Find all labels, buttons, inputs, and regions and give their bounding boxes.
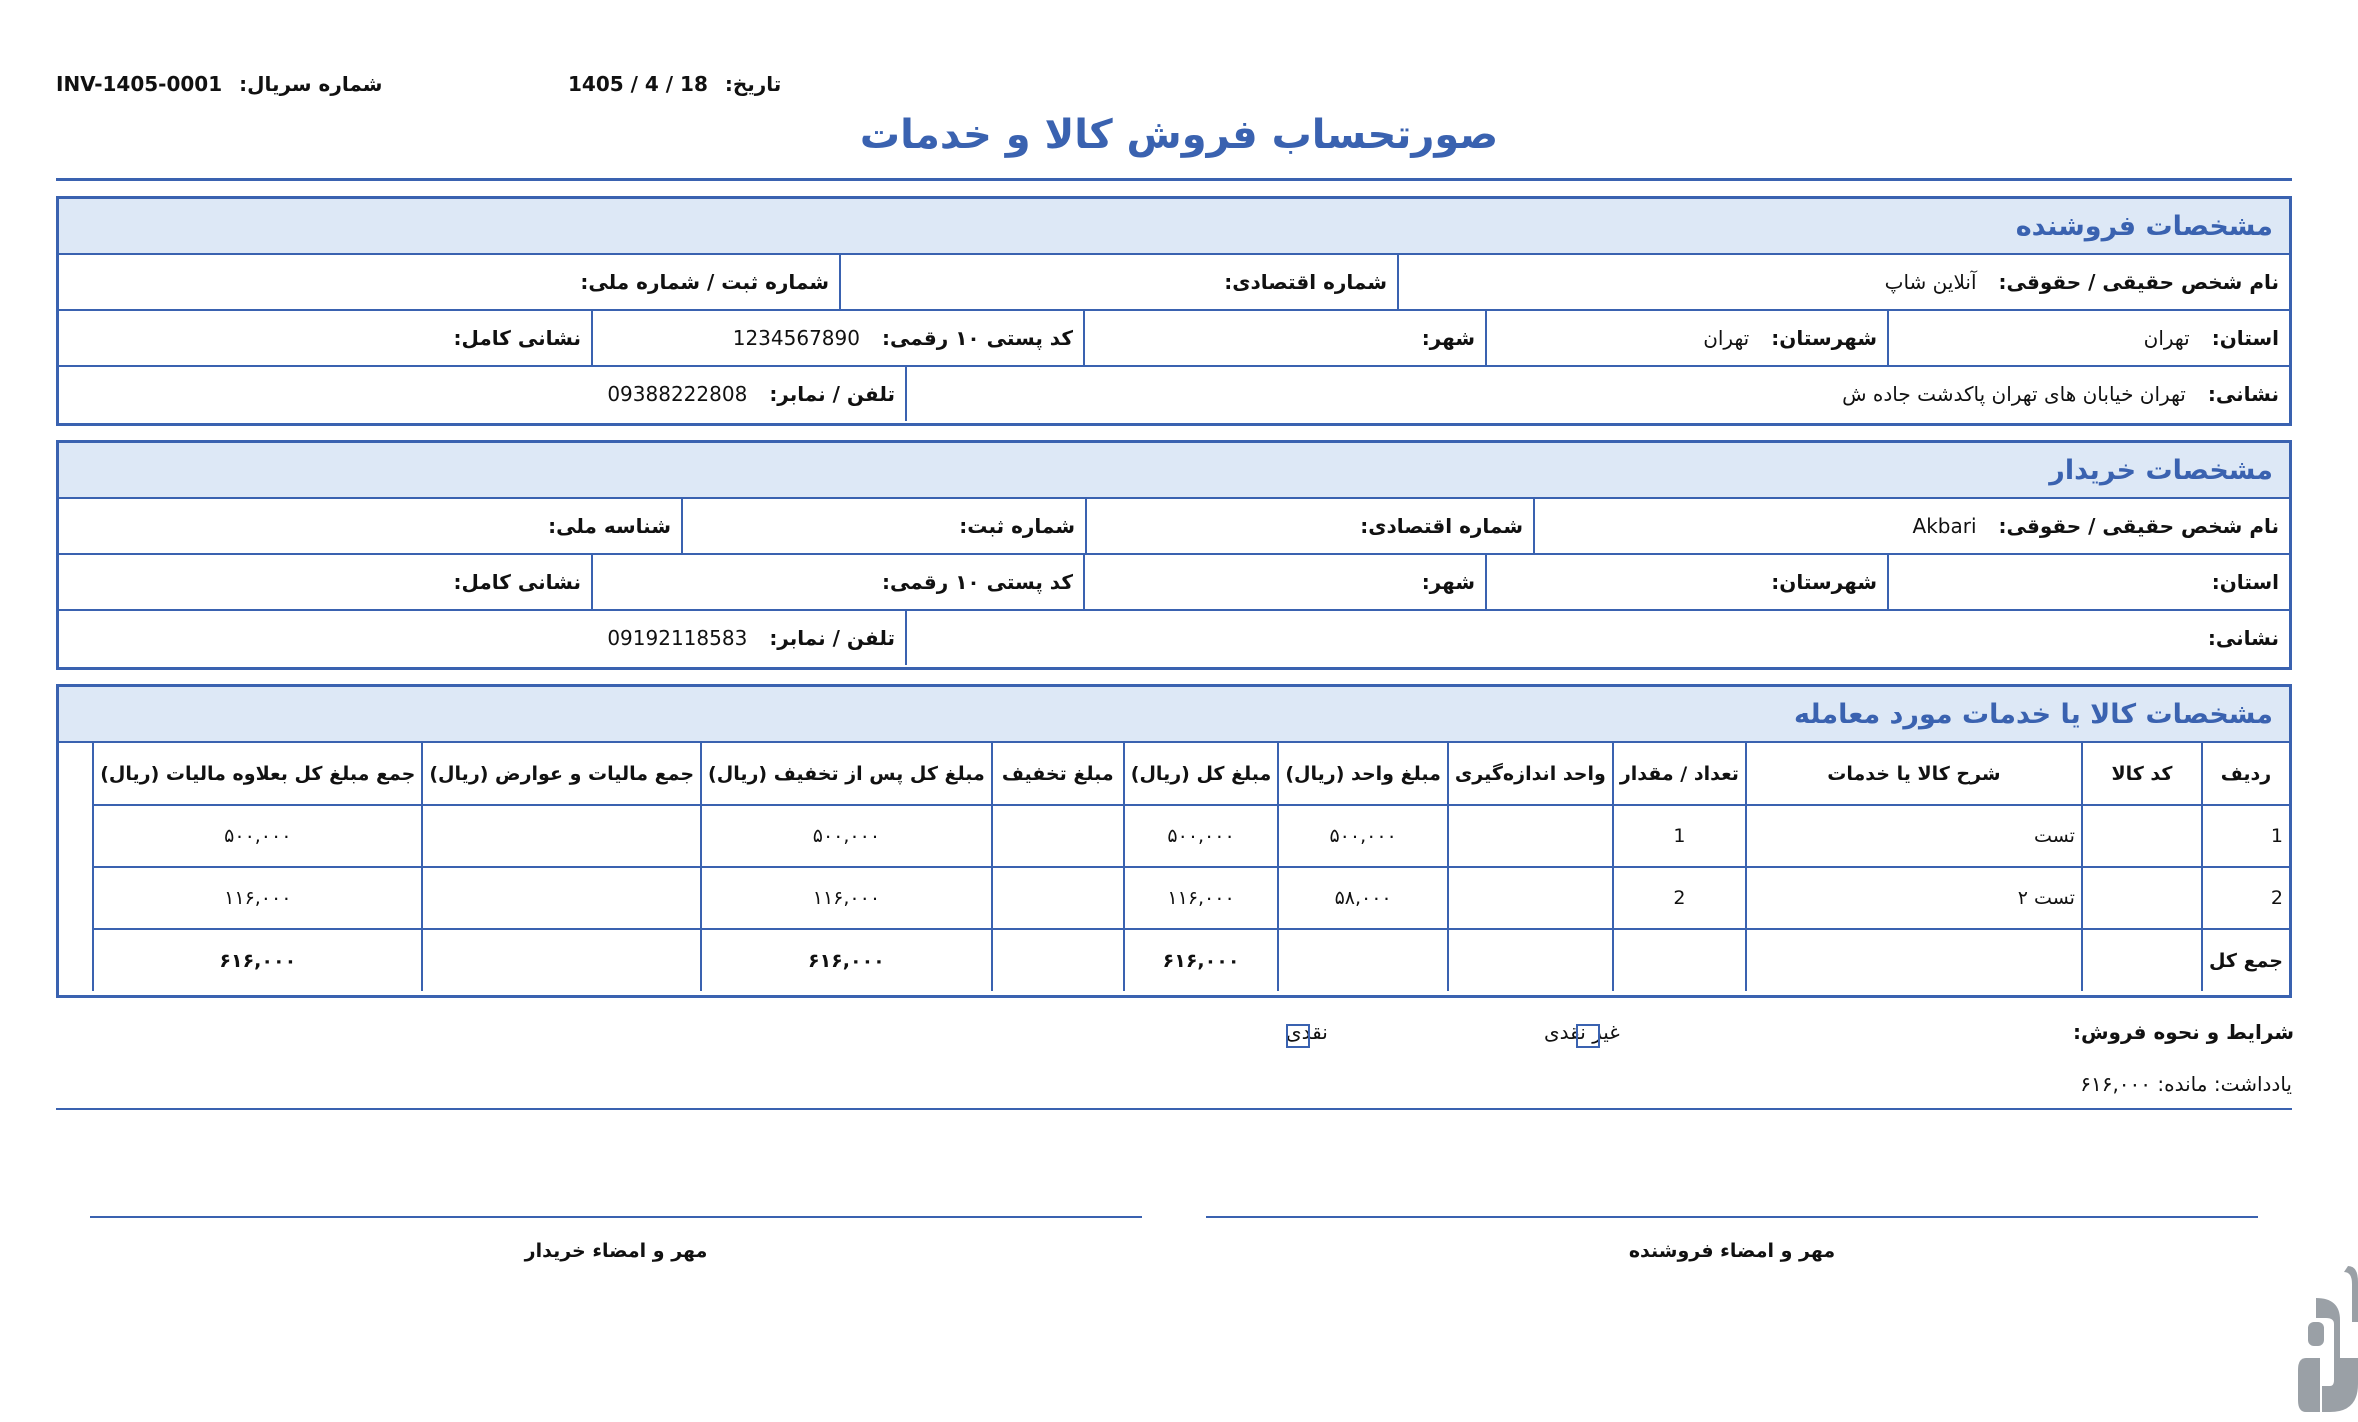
- buyer-phone-value: 09192118583: [607, 626, 748, 650]
- seller-name-value: آنلاین شاپ: [1884, 270, 1977, 294]
- seller-name-cell: [1397, 255, 2289, 309]
- cell-unit: [1448, 805, 1613, 867]
- total-empty-unit: [1448, 929, 1613, 991]
- cell-total: ۵۰۰,۰۰۰: [1124, 805, 1279, 867]
- cell-desc: تست: [1746, 805, 2082, 867]
- buyer-heading: مشخصات خریدار: [59, 443, 2289, 499]
- date-label: تاریخ:: [724, 72, 782, 96]
- items-heading: مشخصات کالا یا خدمات مورد معامله: [59, 687, 2289, 743]
- cell-tax: [422, 867, 701, 929]
- cell-grand: ۵۰۰,۰۰۰: [93, 805, 422, 867]
- cell-unit-price: ۵۰۰,۰۰۰: [1278, 805, 1448, 867]
- total-empty-qty: [1613, 929, 1746, 991]
- cell-row: 2: [2202, 867, 2289, 929]
- seller-economic-label: شماره اقتصادی:: [1224, 270, 1387, 294]
- seller-postal-label: کد پستی ۱۰ رقمی:: [881, 326, 1073, 350]
- col-qty: تعداد / مقدار: [1613, 743, 1746, 805]
- buyer-reg-cell: [681, 499, 1085, 553]
- seller-full-address-cell: [59, 311, 591, 365]
- buyer-name-cell: [1533, 499, 2289, 553]
- non-cash-label: غیر نقدی: [1544, 1020, 1620, 1044]
- cell-unit: [1448, 867, 1613, 929]
- buyer-phone-cell: [59, 611, 905, 665]
- total-empty-discount: [992, 929, 1124, 991]
- cell-unit-price: ۵۸,۰۰۰: [1278, 867, 1448, 929]
- serial-label: شماره سریال:: [239, 72, 383, 96]
- seller-province-value: تهران: [2143, 326, 2190, 350]
- cell-grand: ۱۱۶,۰۰۰: [93, 867, 422, 929]
- buyer-postal-cell: [591, 555, 1083, 609]
- seller-signature-line: [1206, 1216, 2258, 1218]
- seller-county-cell: [1485, 311, 1887, 365]
- total-empty-desc: [1746, 929, 2082, 991]
- seller-row-1: [59, 255, 2289, 311]
- non-cash-option[interactable]: [1544, 1020, 1620, 1044]
- items-header-row: [93, 743, 2289, 805]
- total-empty-unit-price: [1278, 929, 1448, 991]
- col-grand: جمع مبلغ کل بعلاوه مالیات (ریال): [93, 743, 422, 805]
- col-row: ردیف: [2202, 743, 2289, 805]
- buyer-city-label: شهر:: [1421, 570, 1475, 594]
- seller-row-2: [59, 311, 2289, 367]
- buyer-name-label: نام شخص حقیقی / حقوقی:: [1998, 514, 2279, 538]
- seller-city-cell: [1083, 311, 1485, 365]
- seller-name-label: نام شخص حقیقی / حقوقی:: [1998, 270, 2279, 294]
- table-row: [93, 805, 2289, 867]
- table-row: [93, 867, 2289, 929]
- cell-qty: 1: [1613, 805, 1746, 867]
- buyer-county-cell: [1485, 555, 1887, 609]
- cell-discount: [992, 867, 1124, 929]
- serial-value: INV-1405-0001: [56, 72, 223, 96]
- non-cash-checkbox[interactable]: [1576, 1024, 1600, 1048]
- col-discount: مبلغ تخفیف: [992, 743, 1124, 805]
- seller-address-cell: [905, 367, 2289, 421]
- col-code: کد کالا: [2082, 743, 2202, 805]
- buyer-county-label: شهرستان:: [1771, 570, 1877, 594]
- seller-signature-label: مهر و امضاء فروشنده: [1628, 1240, 1836, 1262]
- serial-block: [56, 72, 382, 96]
- seller-county-label: شهرستان:: [1771, 326, 1877, 350]
- seller-postal-value: 1234567890: [732, 326, 860, 350]
- buyer-signature-label: مهر و امضاء خریدار: [524, 1240, 708, 1262]
- buyer-row-2: [59, 555, 2289, 611]
- cell-qty: 2: [1613, 867, 1746, 929]
- col-total: مبلغ کل (ریال): [1124, 743, 1279, 805]
- buyer-national-label: شناسه ملی:: [548, 514, 671, 538]
- app-logo-icon: [2296, 1262, 2358, 1422]
- seller-phone-cell: [59, 367, 905, 421]
- seller-heading: مشخصات فروشنده: [59, 199, 2289, 255]
- cell-total: ۱۱۶,۰۰۰: [1124, 867, 1279, 929]
- total-grand: ۶۱۶,۰۰۰: [93, 929, 422, 991]
- total-label: جمع کل: [2202, 929, 2289, 991]
- buyer-province-label: استان:: [2211, 570, 2279, 594]
- cell-desc: تست ۲: [1746, 867, 2082, 929]
- cell-after-discount: ۱۱۶,۰۰۰: [701, 867, 992, 929]
- buyer-address-label: نشانی:: [2207, 626, 2279, 650]
- col-desc: شرح کالا یا خدمات: [1746, 743, 2082, 805]
- cell-tax: [422, 805, 701, 867]
- buyer-row-1: [59, 499, 2289, 555]
- buyer-name-value: Akbari: [1912, 514, 1977, 538]
- page-title: صورتحساب فروش کالا و خدمات: [859, 112, 1499, 158]
- items-section: [56, 684, 2292, 998]
- buyer-row-3: [59, 611, 2289, 665]
- buyer-postal-label: کد پستی ۱۰ رقمی:: [881, 570, 1073, 594]
- buyer-city-cell: [1083, 555, 1485, 609]
- total-empty-tax: [422, 929, 701, 991]
- buyer-economic-cell: [1085, 499, 1533, 553]
- date-block: [568, 72, 781, 96]
- total-empty-code: [2082, 929, 2202, 991]
- cell-code: [2082, 805, 2202, 867]
- col-tax: جمع مالیات و عوارض (ریال): [422, 743, 701, 805]
- buyer-economic-label: شماره اقتصادی:: [1360, 514, 1523, 538]
- total-row: [93, 929, 2289, 991]
- seller-postal-cell: [591, 311, 1083, 365]
- buyer-province-cell: [1887, 555, 2289, 609]
- note-divider: [56, 1108, 2292, 1110]
- buyer-signature-line: [90, 1216, 1142, 1218]
- seller-reg-label: شماره ثبت / شماره ملی:: [580, 270, 829, 294]
- cash-checkbox[interactable]: [1286, 1024, 1310, 1048]
- buyer-address-cell: [905, 611, 2289, 665]
- seller-address-value: تهران خیابان های تهران پاکدشت جاده ش: [1842, 382, 2186, 406]
- total-sum: ۶۱۶,۰۰۰: [1124, 929, 1279, 991]
- cell-code: [2082, 867, 2202, 929]
- buyer-full-address-cell: [59, 555, 591, 609]
- total-after-discount: ۶۱۶,۰۰۰: [701, 929, 992, 991]
- seller-row-3: [59, 367, 2289, 421]
- buyer-reg-label: شماره ثبت:: [959, 514, 1075, 538]
- cell-discount: [992, 805, 1124, 867]
- seller-section: [56, 196, 2292, 426]
- terms-label: شرایط و نحوه فروش:: [2072, 1020, 2294, 1044]
- cash-option[interactable]: [1286, 1020, 1334, 1044]
- col-unit-price: مبلغ واحد (ریال): [1278, 743, 1448, 805]
- seller-province-label: استان:: [2211, 326, 2279, 350]
- seller-county-value: تهران: [1703, 326, 1750, 350]
- cell-after-discount: ۵۰۰,۰۰۰: [701, 805, 992, 867]
- cell-row: 1: [2202, 805, 2289, 867]
- buyer-full-address-label: نشانی کامل:: [453, 570, 581, 594]
- items-table: [92, 743, 2289, 991]
- seller-province-cell: [1887, 311, 2289, 365]
- col-after-discount: مبلغ کل پس از تخفیف (ریال): [701, 743, 992, 805]
- seller-city-label: شهر:: [1421, 326, 1475, 350]
- buyer-section: [56, 440, 2292, 670]
- note: یادداشت: مانده: ۶۱۶,۰۰۰: [2080, 1072, 2292, 1096]
- cash-label: نقدی: [1286, 1020, 1328, 1044]
- col-unit: واحد اندازه‌گیری: [1448, 743, 1613, 805]
- buyer-national-cell: [59, 499, 681, 553]
- seller-phone-value: 09388222808: [607, 382, 748, 406]
- buyer-phone-label: تلفن / نمابر:: [769, 626, 895, 650]
- seller-full-address-label: نشانی کامل:: [453, 326, 581, 350]
- date-value: 1405 / 4 / 18: [568, 72, 708, 96]
- seller-economic-cell: [839, 255, 1397, 309]
- seller-address-label: نشانی:: [2207, 382, 2279, 406]
- title-divider: [56, 178, 2292, 181]
- seller-reg-cell: [59, 255, 839, 309]
- seller-phone-label: تلفن / نمابر:: [769, 382, 895, 406]
